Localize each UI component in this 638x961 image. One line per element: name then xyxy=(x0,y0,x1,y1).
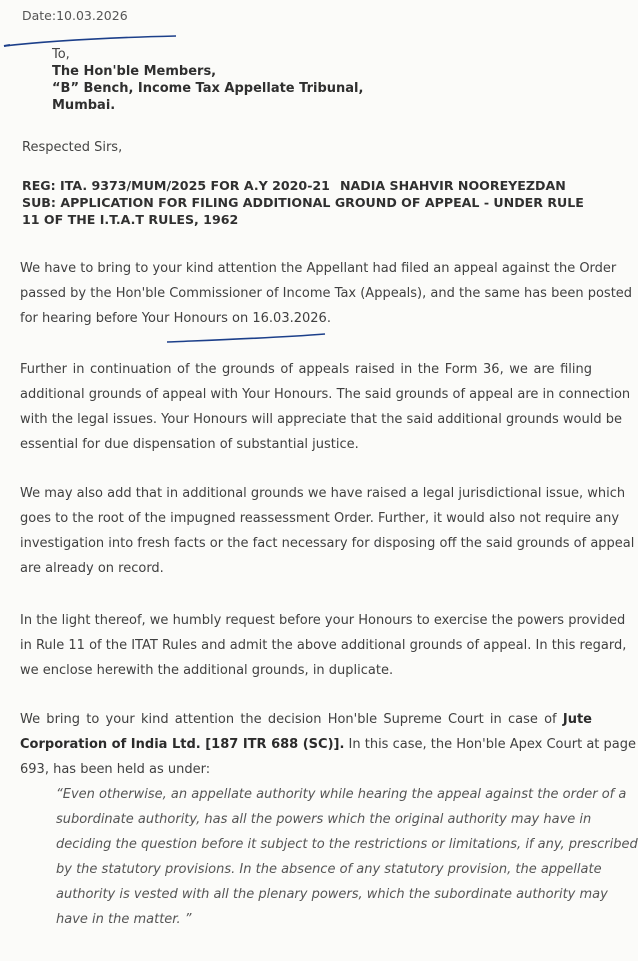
paragraph-1 xyxy=(20,256,633,331)
recipient-address xyxy=(52,46,363,114)
paragraph-line: We have to bring to your kind attention the Appellant had filed an appeal against the Order xyxy=(20,261,617,276)
quoted-passage xyxy=(56,782,638,932)
quote-line: deciding the question before it subject to the restrictions or limitations, if any, prescribed xyxy=(56,837,638,852)
paragraph-line: 693, has been held as under: xyxy=(20,762,211,777)
quote-line: by the statutory provisions. In the absence of any statutory provision, the appellate xyxy=(56,862,602,877)
paragraph-line: goes to the root of the impugned reassessment Order. Further, it would also not require any xyxy=(20,511,620,526)
quote-line: subordinate authority, has all the powers which the original authority may have in xyxy=(56,812,592,827)
quote-line: have in the matter. ” xyxy=(56,912,192,927)
salutation: Respected Sirs, xyxy=(22,140,123,155)
subject-line-1: SUB: APPLICATION FOR FILING ADDITIONAL GROUND OF APPEAL - UNDER RULE xyxy=(22,195,584,210)
paragraph-line: with the legal issues. Your Honours will appreciate that the said additional grounds would be xyxy=(20,412,622,427)
paragraph-4 xyxy=(20,608,627,683)
case-name-bold-1: Jute xyxy=(562,712,592,727)
paragraph-2 xyxy=(20,357,631,457)
reg-text: REG: ITA. 9373/MUM/2025 FOR A.Y 2020-21 xyxy=(22,178,330,193)
citation-intro: We bring to your kind attention the decision Hon'ble Supreme Court in case of xyxy=(20,712,557,727)
reference-block xyxy=(22,177,594,228)
paragraph-line: additional grounds of appeal with Your Honours. The said grounds of appeal are in connection xyxy=(20,387,631,402)
paragraph-line: for hearing before Your Honours on 16.03.2026. xyxy=(20,311,331,326)
paragraph-line xyxy=(20,707,592,732)
paragraph-5 xyxy=(20,707,636,782)
reg-appellant-name: NADIA SHAHVIR NOOREYEZDAN xyxy=(339,178,566,193)
address-line-1: The Hon'ble Members, xyxy=(52,64,217,79)
reg-line xyxy=(22,177,594,194)
paragraph-line: essential for due dispensation of substantial justice. xyxy=(20,437,359,452)
paragraph-line: passed by the Hon'ble Commissioner of Income Tax (Appeals), and the same has been posted xyxy=(20,286,633,301)
address-line-2: “B” Bench, Income Tax Appellate Tribunal, xyxy=(52,81,364,96)
paragraph-line: We may also add that in additional grounds we have raised a legal jurisdictional issue, which xyxy=(20,486,626,501)
quote-line: authority is vested with all the plenary powers, which the subordinate authority may xyxy=(56,887,608,902)
paragraph-line: Further in continuation of the grounds of appeals raised in the Form 36, we are filing xyxy=(20,362,592,377)
pen-underline-date xyxy=(165,330,330,346)
case-name-bold-2: Corporation of India Ltd. [187 ITR 688 (SC)]. xyxy=(20,737,345,752)
paragraph-line: we enclose herewith the additional grounds, in duplicate. xyxy=(20,663,394,678)
paragraph-line xyxy=(20,732,636,757)
paragraph-line: In the light thereof, we humbly request before your Honours to exercise the powers provided xyxy=(20,613,626,628)
citation-text: In this case, the Hon'ble Apex Court at page xyxy=(348,737,636,752)
paragraph-line: are already on record. xyxy=(20,561,164,576)
address-line-3: Mumbai. xyxy=(52,98,116,113)
address-to: To, xyxy=(52,47,70,62)
paragraph-line: investigation into fresh facts or the fact necessary for disposing off the said grounds of appeal xyxy=(20,536,635,551)
paragraph-line: in Rule 11 of the ITAT Rules and admit the above additional grounds of appeal. In this regard, xyxy=(20,638,627,653)
quote-line: “Even otherwise, an appellate authority while hearing the appeal against the order of a xyxy=(56,787,627,802)
letter-date: Date:10.03.2026 xyxy=(22,8,128,23)
subject-line-2: 11 OF THE I.T.A.T RULES, 1962 xyxy=(22,212,239,227)
paragraph-3 xyxy=(20,481,635,581)
